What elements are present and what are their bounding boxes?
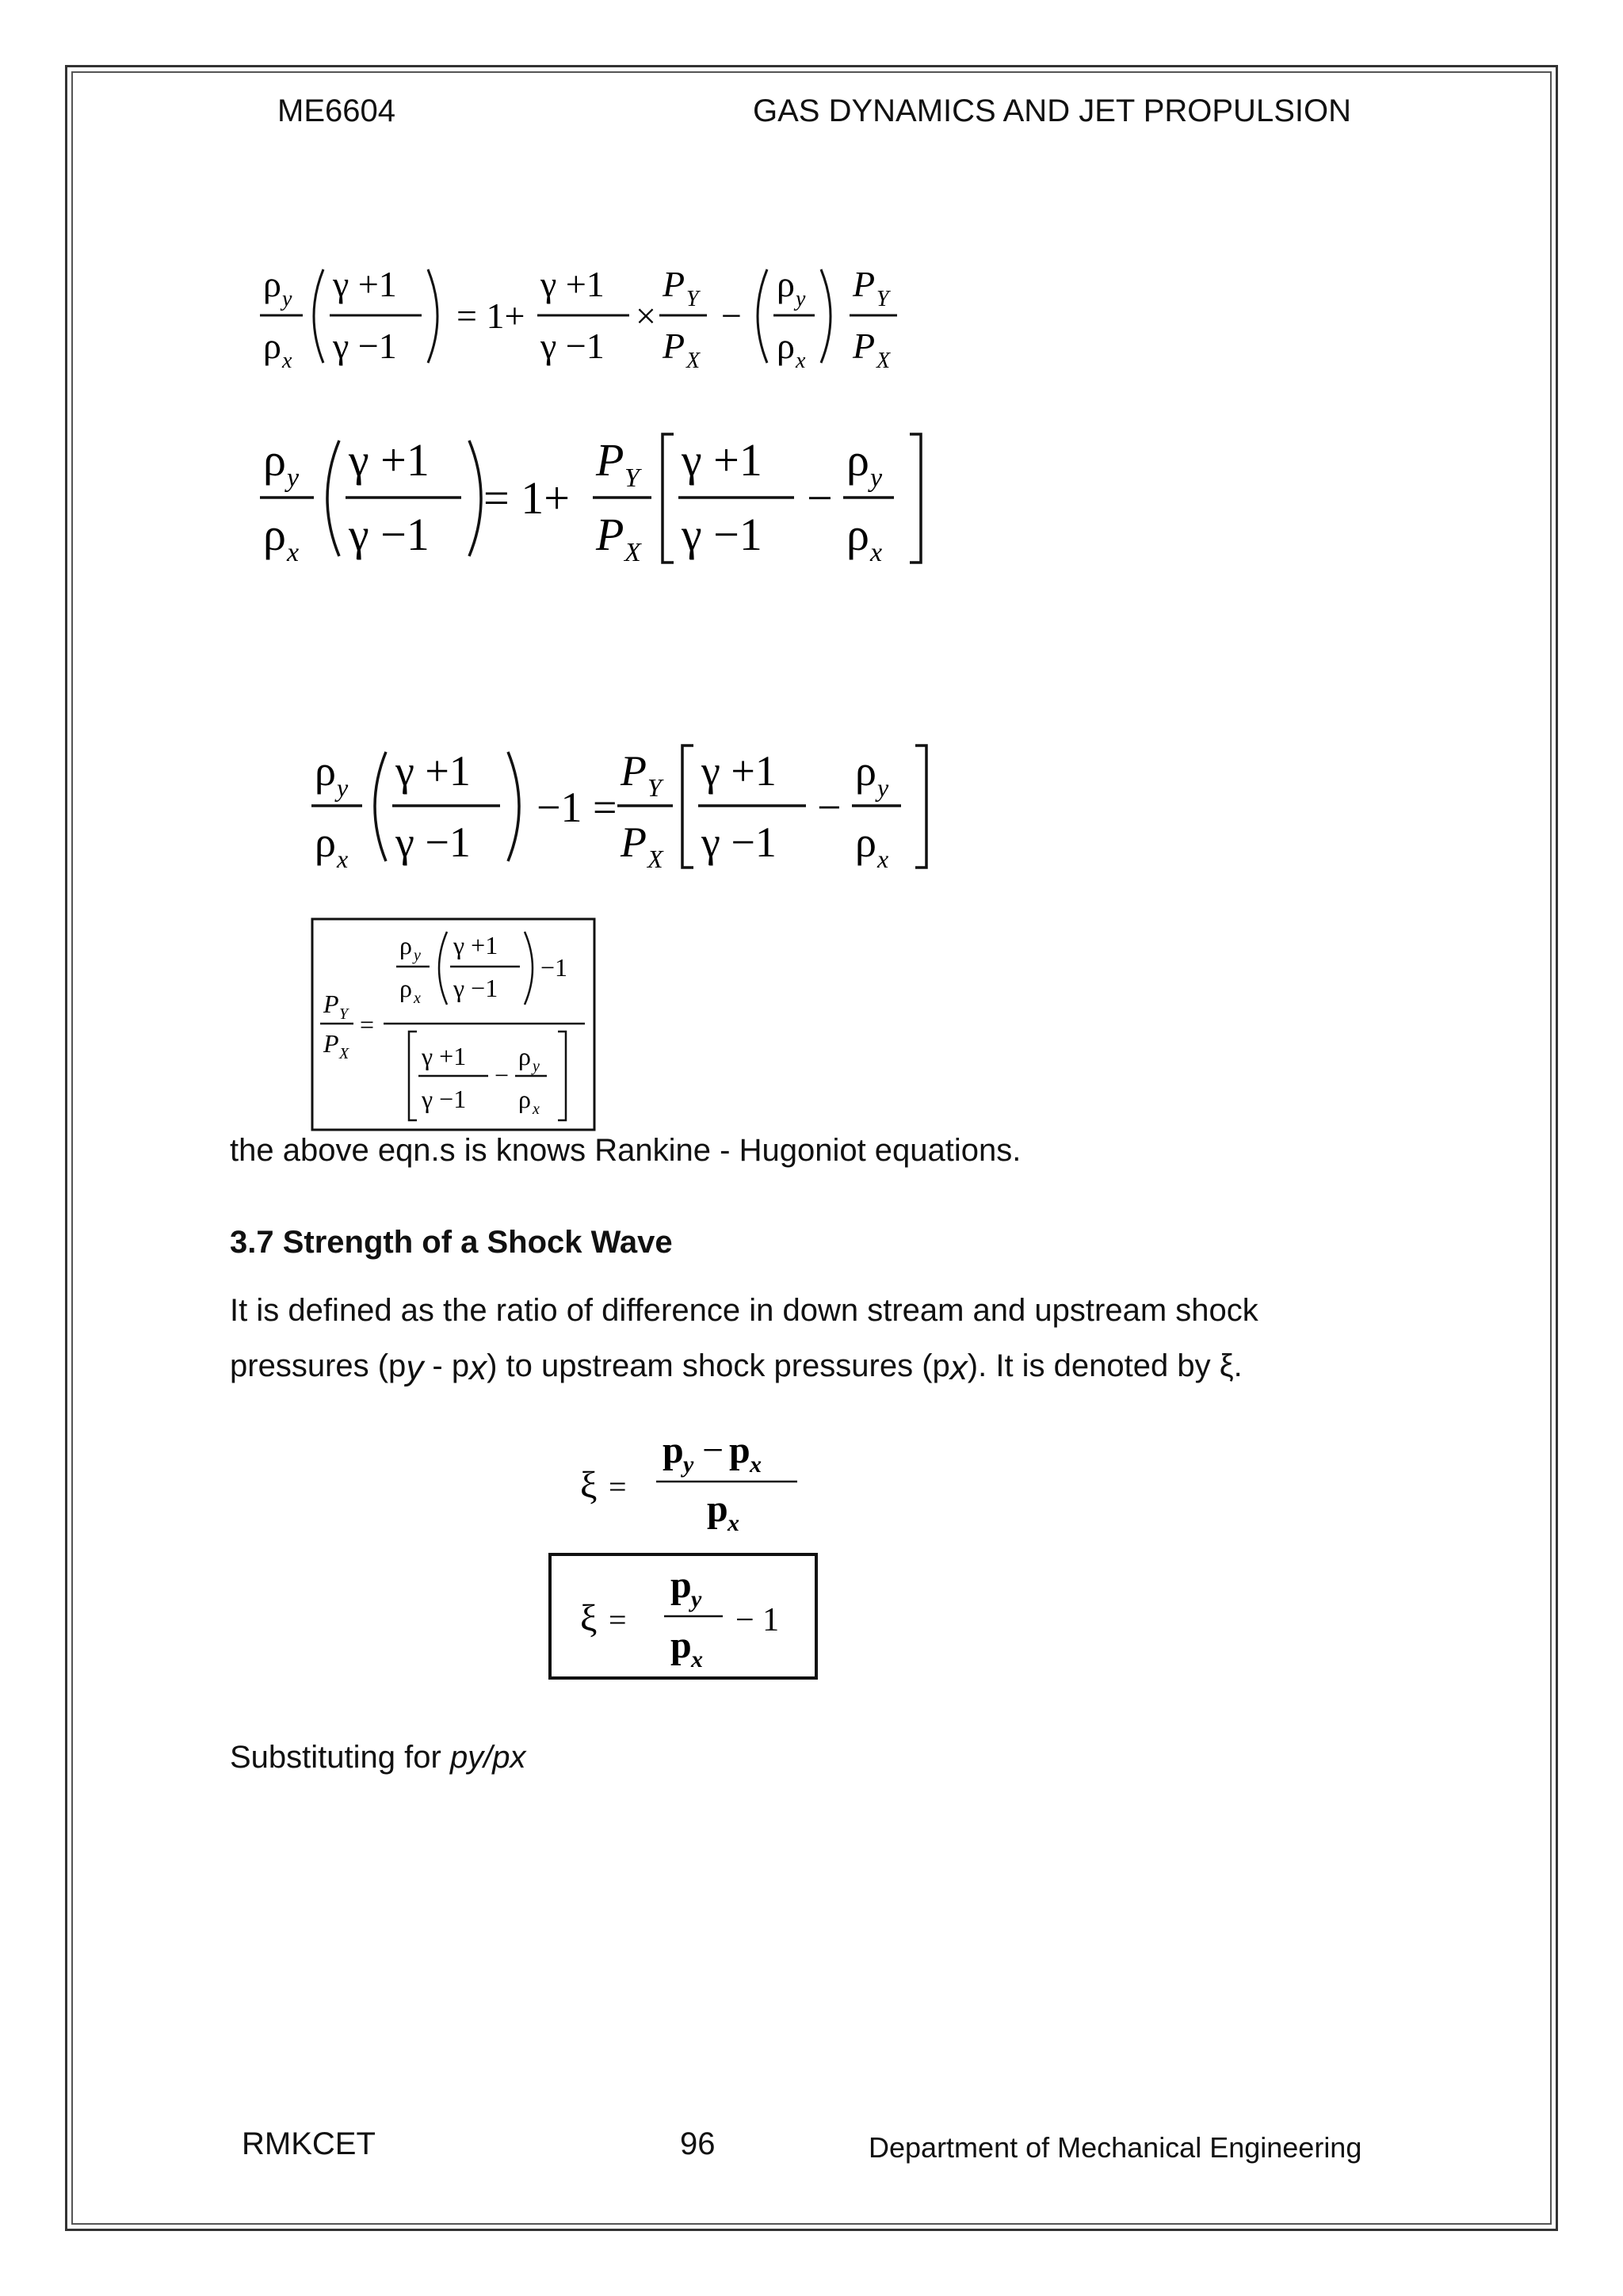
svg-text:P: P <box>663 264 685 304</box>
svg-text:y: y <box>870 463 883 493</box>
svg-text:X: X <box>339 1045 349 1062</box>
svg-text:γ +1: γ +1 <box>333 264 397 304</box>
svg-text:−: − <box>721 296 742 336</box>
svg-text:y: y <box>691 1586 702 1612</box>
svg-text:y: y <box>683 1451 694 1478</box>
svg-text:ρ: ρ <box>777 264 795 304</box>
svg-text:γ −1: γ −1 <box>422 1085 467 1113</box>
shock-strength-equation-boxed <box>548 1553 818 1680</box>
equation-4-boxed <box>311 917 596 1131</box>
footer-institution: RMKCET <box>242 2126 376 2161</box>
svg-text:−1 =: −1 = <box>537 784 617 831</box>
svg-text:x: x <box>533 1100 540 1118</box>
svg-text:y: y <box>282 287 292 311</box>
svg-text:P: P <box>323 990 339 1018</box>
svg-text:p: p <box>670 1564 692 1606</box>
svg-text:γ +1: γ +1 <box>349 434 430 486</box>
svg-text:γ −1: γ −1 <box>682 509 762 560</box>
substituting-text: Substituting for py/px <box>230 1740 526 1775</box>
svg-text:ρ: ρ <box>777 326 795 366</box>
rankine-note: the above eqn.s is knows Rankine - Hugoniot equations. <box>230 1133 1022 1168</box>
svg-text:P: P <box>596 509 624 560</box>
svg-text:Y: Y <box>647 773 662 802</box>
svg-text:x: x <box>750 1451 762 1478</box>
svg-text:ρ: ρ <box>263 264 281 304</box>
svg-text:ρ: ρ <box>518 1085 531 1113</box>
header-course-code: ME6604 <box>277 93 395 128</box>
svg-text:p: p <box>670 1624 692 1666</box>
svg-text:−: − <box>702 1429 724 1471</box>
svg-text:ρ: ρ <box>399 974 412 1002</box>
svg-text:=: = <box>360 1010 375 1039</box>
svg-text:ρ: ρ <box>263 434 286 486</box>
svg-text:x: x <box>282 349 292 373</box>
svg-text:γ −1: γ −1 <box>395 818 471 866</box>
svg-text:y: y <box>414 947 421 964</box>
svg-text:Y: Y <box>876 287 889 311</box>
svg-text:−1: −1 <box>540 953 568 982</box>
svg-text:γ +1: γ +1 <box>395 747 471 795</box>
definition-line-1: It is defined as the ratio of difference in down stream and upstream shock <box>230 1293 1258 1328</box>
svg-text:ρ: ρ <box>263 509 286 560</box>
svg-text:γ −1: γ −1 <box>453 974 498 1002</box>
svg-text:− 1: − 1 <box>735 1602 780 1638</box>
svg-text:x: x <box>337 845 349 873</box>
svg-text:y: y <box>877 773 889 802</box>
svg-text:γ −1: γ −1 <box>540 326 605 366</box>
svg-text:p: p <box>729 1429 750 1471</box>
svg-text:ρ: ρ <box>846 434 869 486</box>
equation-1 <box>254 252 903 387</box>
svg-text:p: p <box>707 1488 728 1530</box>
svg-text:y: y <box>796 287 806 311</box>
svg-text:P: P <box>621 747 647 795</box>
equation-2 <box>254 420 935 578</box>
svg-text:ξ: ξ <box>580 1597 598 1639</box>
svg-text:γ +1: γ +1 <box>453 931 498 959</box>
svg-text:Y: Y <box>339 1005 349 1023</box>
footer-department: Department of Mechanical Engineering <box>869 2131 1362 2164</box>
svg-text:ρ: ρ <box>855 747 876 795</box>
svg-text:ρ: ρ <box>263 326 281 366</box>
footer-page-number: 96 <box>680 2126 716 2161</box>
svg-text:γ +1: γ +1 <box>682 434 762 486</box>
svg-text:ρ: ρ <box>846 509 869 560</box>
svg-text:ρ: ρ <box>518 1042 531 1070</box>
svg-text:Y: Y <box>686 287 699 311</box>
header-course-title: GAS DYNAMICS AND JET PROPULSION <box>753 93 1351 128</box>
svg-text:= 1+: = 1+ <box>483 472 570 524</box>
svg-text:x: x <box>287 538 300 567</box>
svg-text:ρ: ρ <box>399 931 412 959</box>
svg-text:y: y <box>533 1058 540 1075</box>
svg-text:−: − <box>817 784 842 831</box>
svg-text:x: x <box>870 538 883 567</box>
svg-text:ρ: ρ <box>315 747 336 795</box>
svg-text:ρ: ρ <box>315 818 336 866</box>
svg-text:p: p <box>663 1429 684 1471</box>
svg-text:=: = <box>609 1602 627 1638</box>
svg-text:ρ: ρ <box>855 818 876 866</box>
svg-text:Y: Y <box>624 463 640 493</box>
svg-text:P: P <box>621 818 647 866</box>
svg-text:×: × <box>636 296 656 336</box>
svg-text:ξ: ξ <box>580 1464 598 1506</box>
svg-text:P: P <box>323 1029 339 1058</box>
svg-text:γ −1: γ −1 <box>349 509 430 560</box>
svg-text:γ +1: γ +1 <box>701 747 777 795</box>
svg-text:= 1+: = 1+ <box>456 296 525 336</box>
shock-strength-equation <box>563 1426 824 1537</box>
svg-text:P: P <box>853 264 876 304</box>
svg-text:γ −1: γ −1 <box>333 326 397 366</box>
svg-text:x: x <box>691 1646 703 1672</box>
svg-text:x: x <box>796 349 806 373</box>
svg-text:P: P <box>596 434 624 486</box>
svg-text:=: = <box>609 1469 627 1505</box>
svg-text:x: x <box>727 1510 739 1536</box>
equation-3 <box>305 733 939 883</box>
svg-text:X: X <box>624 538 641 567</box>
svg-text:γ −1: γ −1 <box>701 818 777 866</box>
svg-text:x: x <box>414 990 421 1007</box>
svg-text:X: X <box>647 845 663 873</box>
svg-text:y: y <box>287 463 300 493</box>
svg-text:P: P <box>853 326 876 366</box>
svg-text:X: X <box>876 349 891 373</box>
svg-text:y: y <box>337 773 349 802</box>
svg-text:γ +1: γ +1 <box>422 1042 467 1070</box>
svg-text:X: X <box>686 349 701 373</box>
svg-text:P: P <box>663 326 685 366</box>
section-heading: 3.7 Strength of a Shock Wave <box>230 1225 673 1260</box>
svg-text:−: − <box>495 1061 510 1089</box>
svg-text:−: − <box>807 472 833 524</box>
svg-text:γ +1: γ +1 <box>540 264 605 304</box>
svg-text:x: x <box>877 845 889 873</box>
definition-line-2: pressures (py - px) to upstream shock pressures (px). It is denoted by ξ. <box>230 1348 1243 1387</box>
